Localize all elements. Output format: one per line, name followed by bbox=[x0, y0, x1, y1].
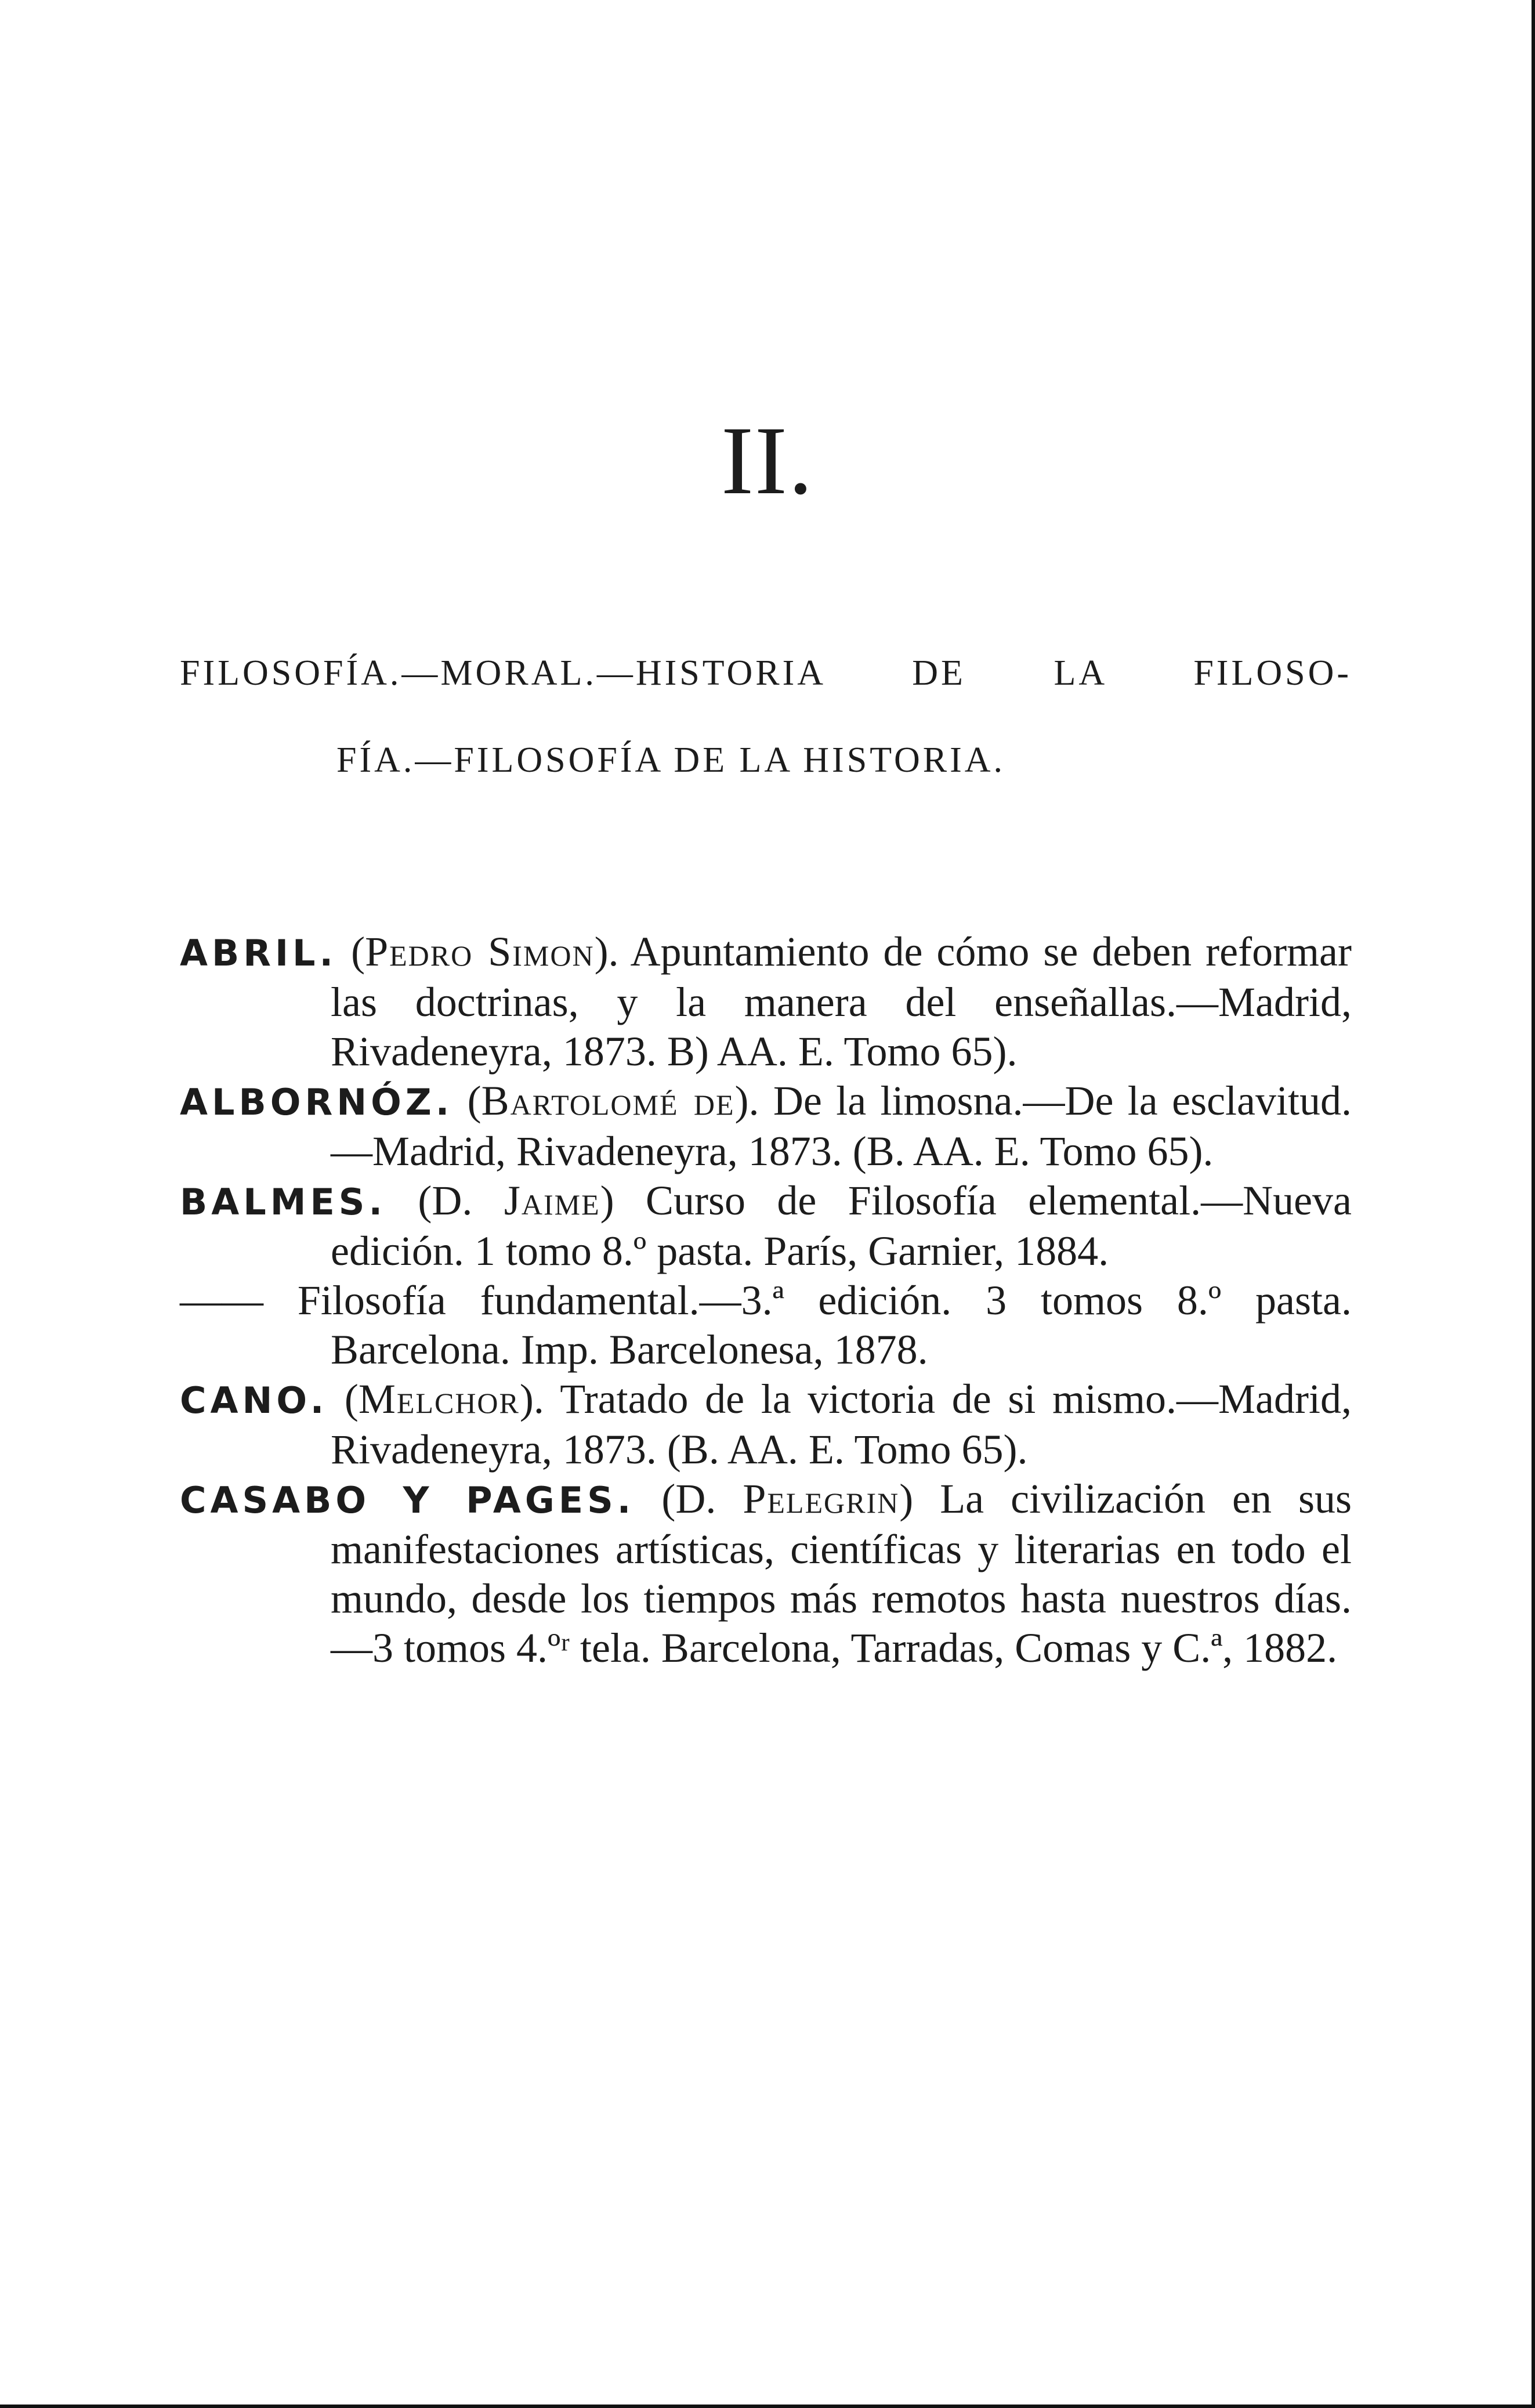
section-heading bbox=[180, 630, 1352, 804]
entry-ditto-dash: —— bbox=[180, 1277, 263, 1324]
entry-name-close: ) bbox=[899, 1476, 940, 1522]
bibliography-entry bbox=[180, 1474, 1352, 1673]
bibliography-entry bbox=[180, 1076, 1352, 1176]
entry-name: Melchor bbox=[358, 1376, 520, 1422]
entry-author: CANO. bbox=[180, 1379, 328, 1422]
chapter-numeral: II. bbox=[721, 407, 814, 515]
entry-name-close: ). bbox=[594, 928, 631, 975]
entry-name-open: (D. bbox=[635, 1476, 743, 1522]
entry-name: Bartolomé de bbox=[481, 1078, 735, 1124]
entry-text: Apuntamiento de cómo se deben reformar las doctrinas, y la manera del enseñallas.—Madrid, Rivadeneyra, 1873. B) AA. E. Tomo 65). bbox=[331, 928, 1352, 1075]
entry-author: BALMES. bbox=[180, 1181, 387, 1223]
entry-name-close: ). bbox=[519, 1376, 560, 1422]
bibliography-entry bbox=[180, 1176, 1352, 1276]
section-heading-line-2: FÍA.—FILOSOFÍA DE LA HISTORIA. bbox=[336, 740, 1005, 780]
entry-name-open: (D. bbox=[386, 1177, 504, 1224]
entry-name-open: ( bbox=[328, 1376, 359, 1422]
bibliography-entries bbox=[180, 927, 1352, 1673]
bibliography-entry bbox=[180, 1375, 1352, 1474]
entry-text: De la limosna.—De la esclavitud.—Madrid, Rivadeneyra, 1873. (B. AA. E. Tomo 65). bbox=[331, 1078, 1352, 1174]
entry-text: La civilización en sus manifestaciones artísticas, científicas y literarias en todo el mundo, desde los tiempos más remotos hasta nuestros días.—3 tomos 4.ºʳ tela. Barcelona, Tarradas, Comas y C.ª, 1882. bbox=[331, 1476, 1352, 1671]
entry-name-close: ) bbox=[600, 1177, 646, 1224]
entry-text: Curso de Filosofía elemental.—Nueva edición. 1 tomo 8.º pasta. París, Garnier, 1884. bbox=[331, 1177, 1352, 1274]
bibliography-entry bbox=[180, 927, 1352, 1076]
entry-author: CASABO Y PAGES. bbox=[180, 1479, 635, 1521]
section-heading-line-1: FILOSOFÍA.—MORAL.—HISTORIA DE LA FILOSO- bbox=[180, 653, 1352, 693]
bibliography-entry bbox=[180, 1276, 1352, 1375]
entry-name-open: ( bbox=[453, 1078, 482, 1124]
entry-name-close bbox=[263, 1277, 298, 1324]
entry-name: Pedro Simon bbox=[365, 928, 595, 975]
entry-name-open: ( bbox=[337, 928, 365, 975]
entry-author: ALBORNÓZ. bbox=[180, 1081, 454, 1123]
entry-text: Tratado de la victoria de si mismo.—Madrid, Rivadeneyra, 1873. (B. AA. E. Tomo 65). bbox=[331, 1376, 1352, 1473]
entry-text: Filosofía fundamental.—3.ª edición. 3 tomos 8.º pasta. Barcelona. Imp. Barcelonesa, 1878. bbox=[297, 1277, 1352, 1373]
entry-name: Jaime bbox=[504, 1177, 600, 1224]
entry-name-close: ). bbox=[734, 1078, 773, 1124]
entry-name: Pelegrin bbox=[743, 1476, 900, 1522]
entry-author: ABRIL. bbox=[180, 932, 338, 974]
